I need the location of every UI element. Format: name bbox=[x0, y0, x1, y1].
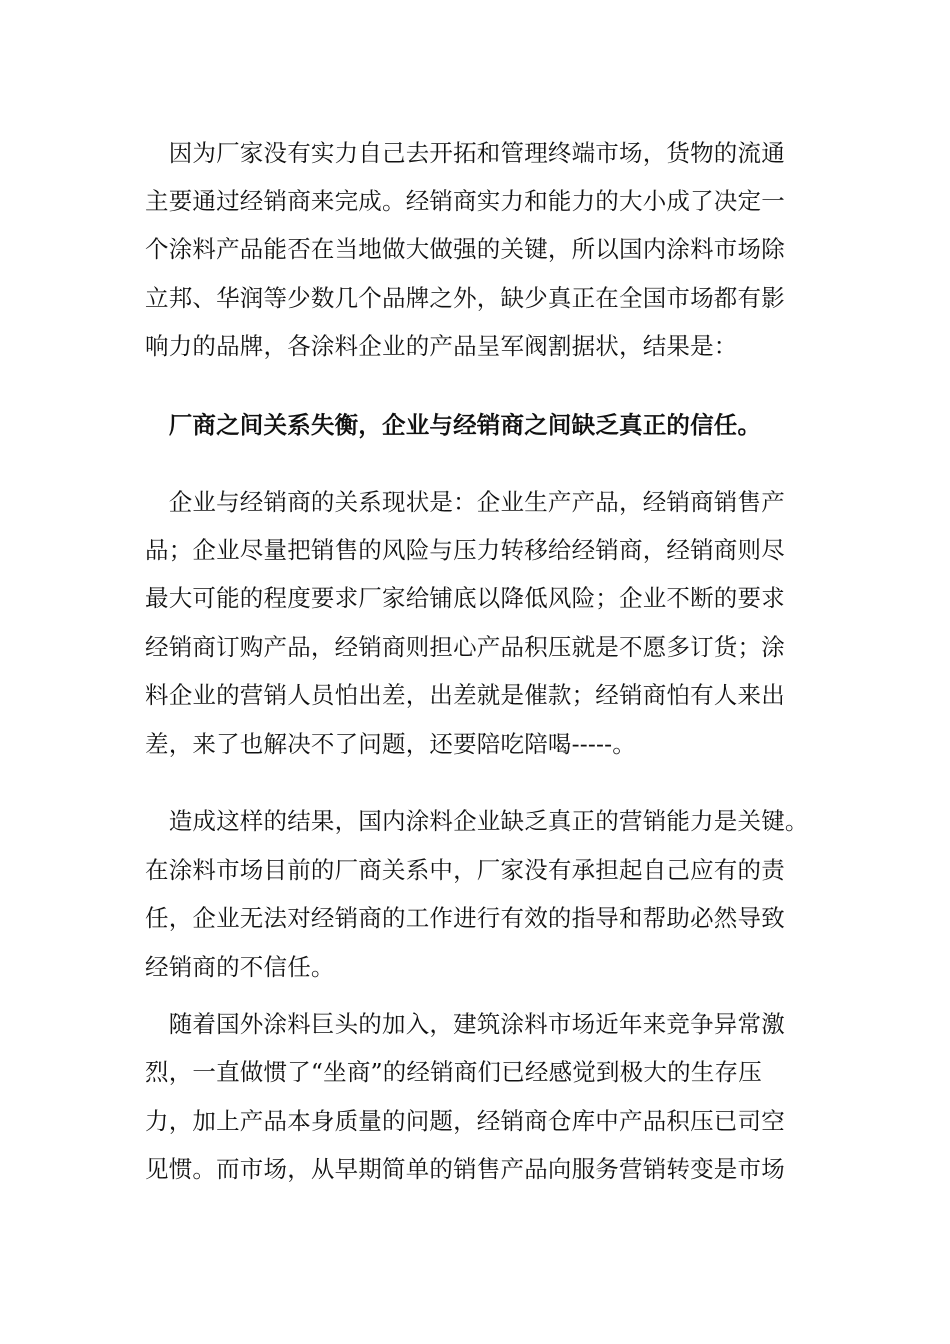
paragraph-5-line-1: 随着国外涂料巨头的加入，建筑涂料市场近年来竞争异常激 bbox=[145, 1010, 785, 1038]
paragraph-1-line-2: 主要通过经销商来完成。经销商实力和能力的大小成了决定一 bbox=[145, 187, 785, 215]
paragraph-4-line-2: 在涂料市场目前的厂商关系中，厂家没有承担起自己应有的责 bbox=[145, 856, 785, 884]
paragraph-4-line-3: 任，企业无法对经销商的工作进行有效的指导和帮助必然导致 bbox=[145, 904, 785, 932]
paragraph-1-line-1: 因为厂家没有实力自己去开拓和管理终端市场，货物的流通 bbox=[145, 139, 785, 167]
paragraph-5-line-3: 力，加上产品本身质量的问题，经销商仓库中产品积压已司空 bbox=[145, 1107, 785, 1135]
paragraph-1-line-4: 立邦、华润等少数几个品牌之外，缺少真正在全国市场都有影 bbox=[145, 284, 785, 312]
paragraph-3-line-2: 品；企业尽量把销售的风险与压力转移给经销商，经销商则尽 bbox=[145, 536, 785, 564]
paragraph-5-line-2: 烈，一直做惯了“坐商”的经销商们已经感觉到极大的生存压 bbox=[145, 1058, 762, 1086]
paragraph-4-line-1: 造成这样的结果，国内涂料企业缺乏真正的营销能力是关键。 bbox=[145, 807, 809, 835]
paragraph-3-line-6: 差，来了也解决不了问题，还要陪吃陪喝-----。 bbox=[145, 730, 637, 758]
paragraph-4-line-4: 经销商的不信任。 bbox=[145, 953, 335, 981]
paragraph-3-line-4: 经销商订购产品，经销商则担心产品积压就是不愿多订货；涂 bbox=[145, 633, 785, 661]
bold-heading-line: 厂商之间关系失衡，企业与经销商之间缺乏真正的信任。 bbox=[145, 411, 762, 439]
paragraph-1-line-3: 个涂料产品能否在当地做大做强的关键，所以国内涂料市场除 bbox=[145, 235, 785, 263]
paragraph-3-line-3: 最大可能的程度要求厂家给铺底以降低风险；企业不断的要求 bbox=[145, 584, 785, 612]
paragraph-3-line-5: 料企业的营销人员怕出差，出差就是催款；经销商怕有人来出 bbox=[145, 681, 785, 709]
paragraph-3-line-1: 企业与经销商的关系现状是：企业生产产品，经销商销售产 bbox=[145, 488, 785, 516]
paragraph-5-line-4: 见惯。而市场，从早期简单的销售产品向服务营销转变是市场 bbox=[145, 1155, 785, 1183]
paragraph-1-line-5: 响力的品牌，各涂料企业的产品呈军阀割据状，结果是： bbox=[145, 332, 738, 360]
